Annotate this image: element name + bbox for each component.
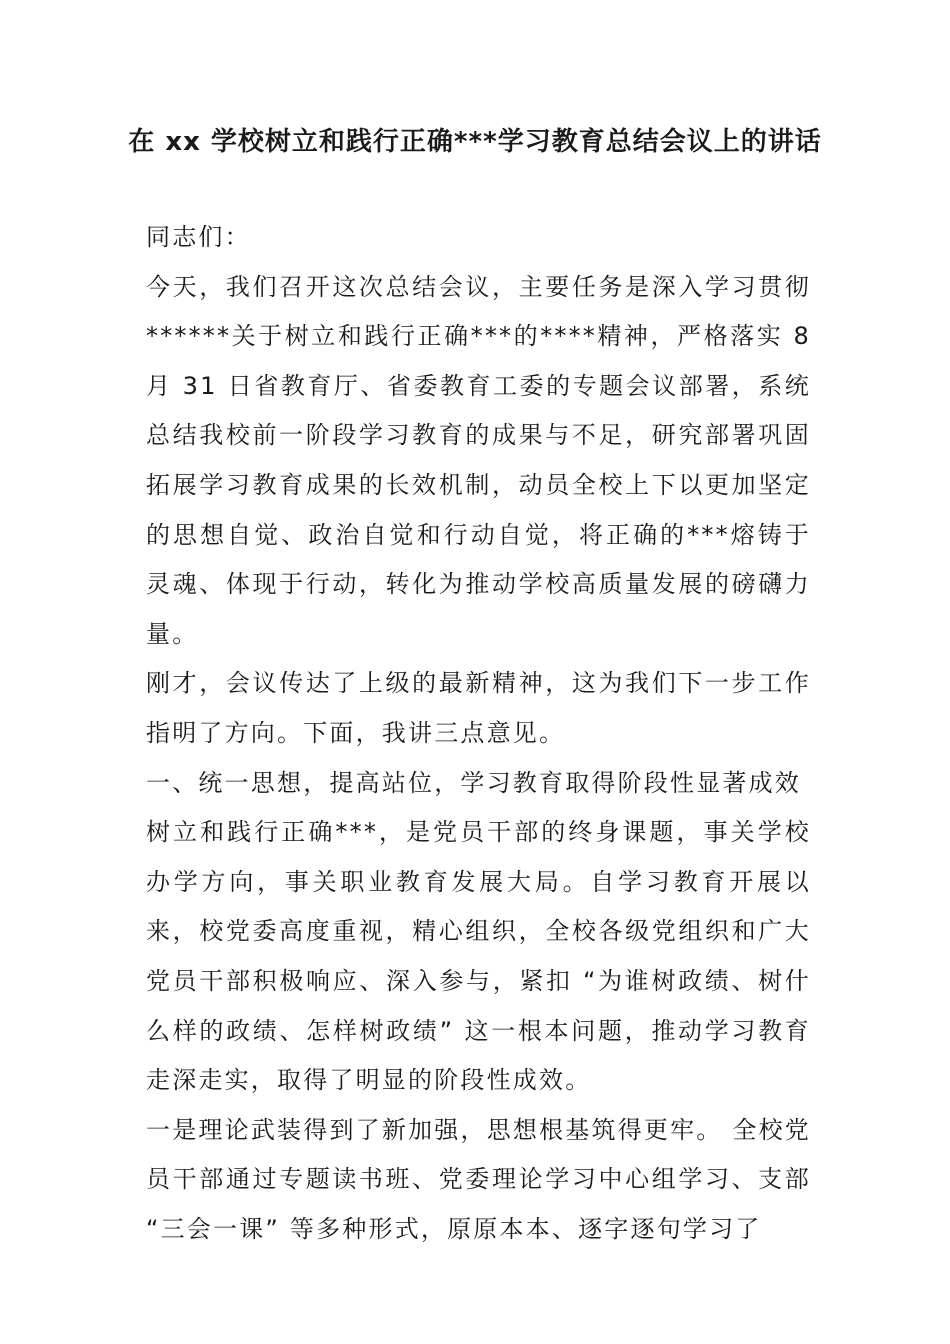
paragraph: 刚才，会议传达了上级的最新精神，这为我们下一步工作指明了方向。下面，我讲三点意见。 [146,669,811,747]
salutation: 同志们： [146,223,251,251]
document-title: 在 xx 学校树立和践行正确***学习教育总结会议上的讲话 [128,127,822,157]
section-heading: 一、统一思想，提高站位，学习教育取得阶段性显著成效 [146,768,801,797]
paragraph: 树立和践行正确***，是党员干部的终身课题，事关学校办学方向，事关职业教育发展大局。自学习教育开展以来，校党委高度重视，精心组织，全校各级党组织和广大党员干部积极响应、深入参与，紧扣 “为谁树政绩、树什么样的政绩、怎样树政绩” 这一根本问题，推动学习教育走深走实，取得了明显的阶段性成效。 [146,818,811,1095]
paragraph: 一是理论武装得到了新加强，思想根基筑得更牢。 全校党员干部通过专题读书班、党委理论学习中心组学习、支部 “三会一课” 等多种形式，原原本本、逐字逐句学习了 [146,1115,811,1243]
paragraph: 今天，我们召开这次总结会议，主要任务是深入学习贯彻******关于树立和践行正确***的****精神，严格落实 8 月 31 日省教育厅、省委教育工委的专题会议部署，系统总结我校前一阶段学习教育的成果与不足，研究部署巩固拓展学习教育成果的长效机制，动员全校上下以更加坚定的思想自觉、政治自觉和行动自觉，将正确的***熔铸于灵魂、体现于行动，转化为推动学校高质量发展的磅礴力量。 [146,272,811,648]
document-body [146,213,811,1254]
